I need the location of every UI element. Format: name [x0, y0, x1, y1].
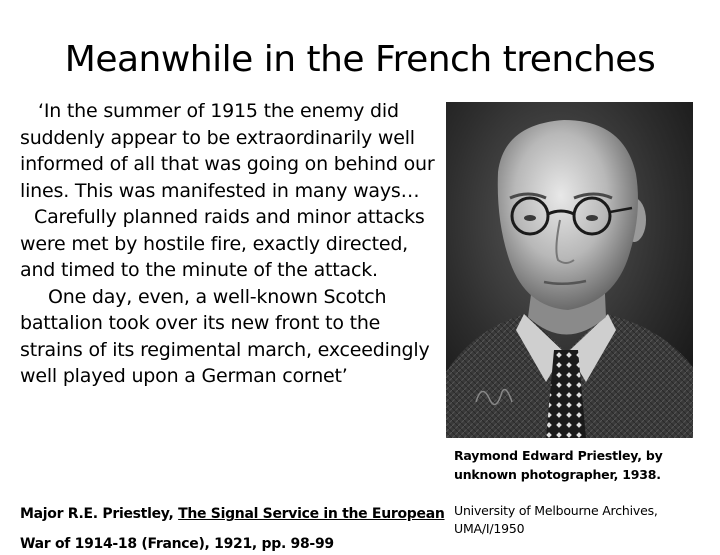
photo-credit: University of Melbourne Archives, UMA/I/1950 — [454, 503, 658, 536]
photo-caption: Raymond Edward Priestley, by unknown photographer, 1938. — [454, 448, 663, 482]
portrait-photo — [446, 102, 693, 438]
slide-title: Meanwhile in the French trenches — [64, 39, 656, 80]
quote-paragraph-1: ‘In the summer of 1915 the enemy did suddenly appear to be extraordinarily well informed of all that was going on behind our lines. This was manifested in many ways… — [20, 100, 435, 202]
source-citation — [20, 503, 450, 552]
portrait-image — [446, 102, 693, 438]
citation-author: Major R.E. Priestley, — [20, 506, 179, 522]
quote-paragraph-2: Carefully planned raids and minor attacks were met by hostile fire, exactly directed, and timed to the minute of the attack. — [20, 206, 425, 281]
quote-text — [20, 98, 440, 390]
citation-line-2: War of 1914-18 (France), 1921, pp. 98-99 — [20, 536, 334, 552]
quote-paragraph-3: One day, even, a well-known Scotch battalion took over its new front to the strains of its regimental march, exceedingly well played upon a German cornet’ — [20, 285, 430, 387]
citation-book-title: The Signal Service in the European — [178, 506, 445, 522]
